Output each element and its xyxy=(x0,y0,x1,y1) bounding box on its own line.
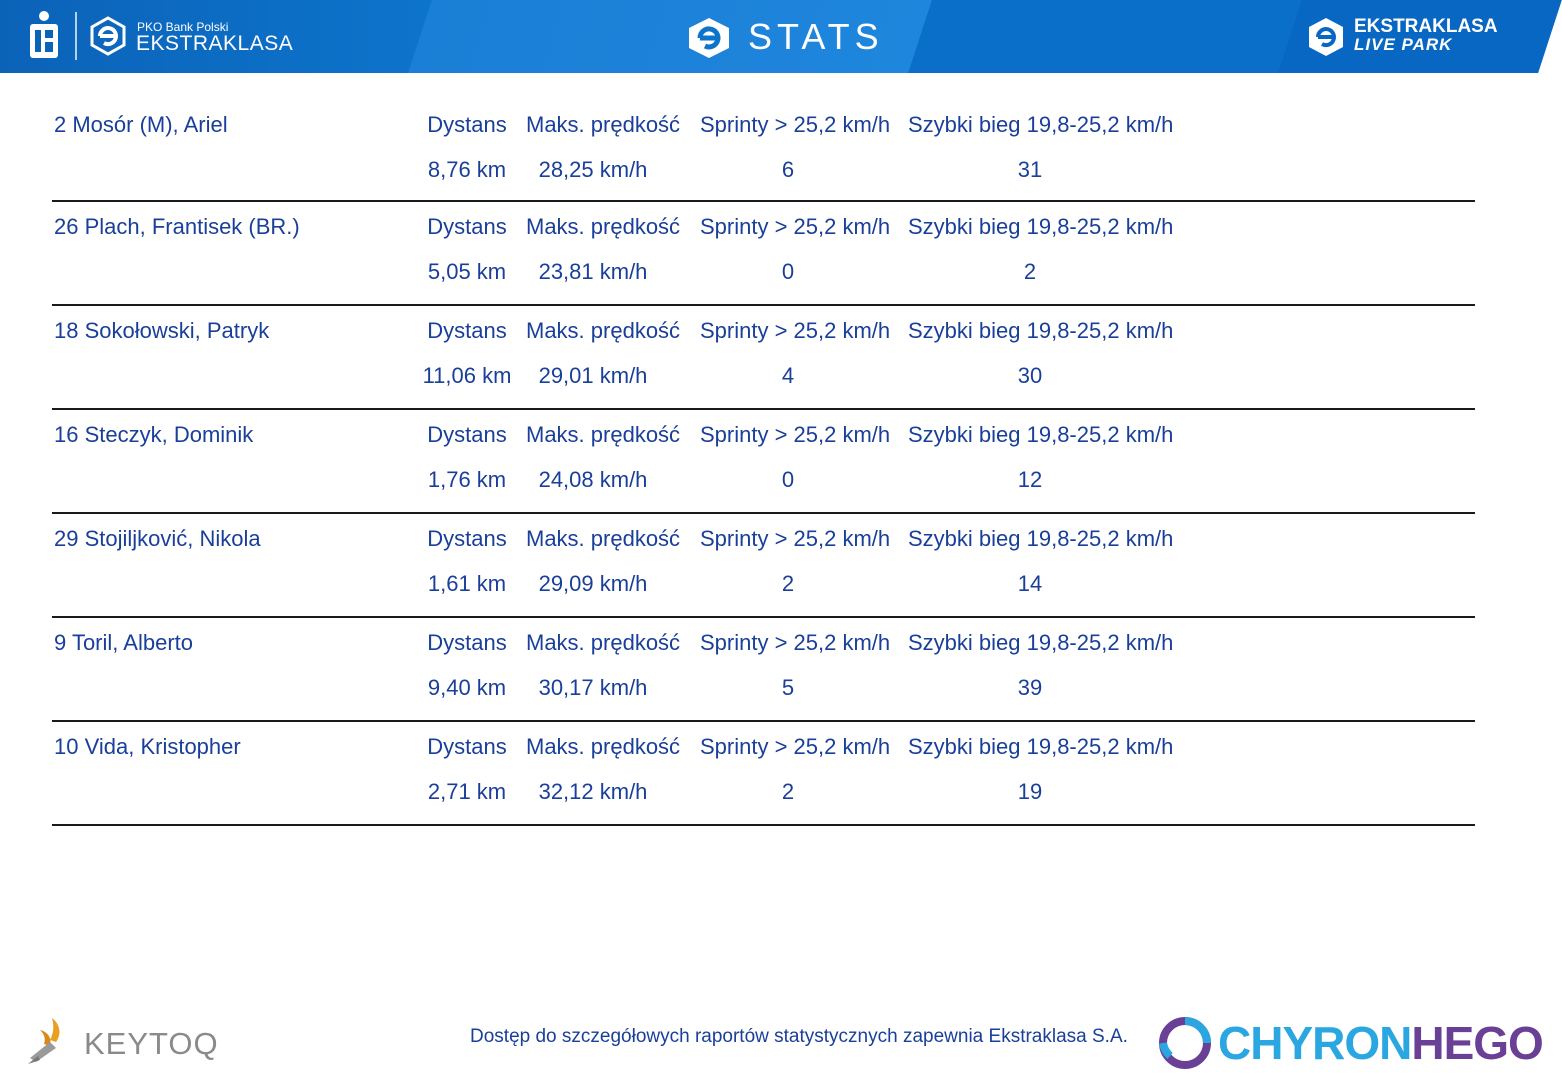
fast-run-label: Szybki bieg 19,8-25,2 km/h xyxy=(908,112,1174,137)
distance-label: Dystans xyxy=(427,214,507,239)
sprints-value: 0 xyxy=(781,467,795,492)
max-speed-label: Maks. prędkość xyxy=(526,318,681,343)
player-stats-table xyxy=(52,100,1475,826)
sprints-label: Sprinty > 25,2 km/h xyxy=(700,112,891,137)
league-name: EKSTRAKLASA xyxy=(136,32,294,55)
sprints-label: Sprinty > 25,2 km/h xyxy=(700,734,891,759)
sprints-label: Sprinty > 25,2 km/h xyxy=(700,214,891,239)
distance-label: Dystans xyxy=(427,318,507,343)
max-speed-value: 28,25 km/h xyxy=(538,157,648,182)
fast-run-label: Szybki bieg 19,8-25,2 km/h xyxy=(908,318,1174,343)
distance-value: 5,05 km xyxy=(427,259,507,284)
sprints-label: Sprinty > 25,2 km/h xyxy=(700,318,891,343)
max-speed-label: Maks. prędkość xyxy=(526,630,681,655)
fast-run-label: Szybki bieg 19,8-25,2 km/h xyxy=(908,526,1174,551)
player-row xyxy=(52,514,1475,618)
player-row xyxy=(52,100,1475,202)
sprints-value: 2 xyxy=(781,779,795,804)
max-speed-label: Maks. prędkość xyxy=(526,734,681,759)
max-speed-label: Maks. prędkość xyxy=(526,214,681,239)
fast-run-label: Szybki bieg 19,8-25,2 km/h xyxy=(908,422,1174,447)
header-bar xyxy=(0,0,1527,73)
sprints-value: 2 xyxy=(781,571,795,596)
player-name: 16 Steczyk, Dominik xyxy=(54,422,254,447)
distance-value: 2,71 km xyxy=(427,779,507,804)
max-speed-value: 23,81 km/h xyxy=(538,259,648,284)
max-speed-value: 24,08 km/h xyxy=(538,467,648,492)
chyronhego-logo-icon xyxy=(1158,1016,1212,1070)
fast-run-label: Szybki bieg 19,8-25,2 km/h xyxy=(908,214,1174,239)
player-name: 2 Mosór (M), Ariel xyxy=(54,112,228,137)
keytoq-logo-icon xyxy=(26,1014,78,1066)
max-speed-value: 29,09 km/h xyxy=(538,571,648,596)
player-name: 26 Plach, Frantisek (BR.) xyxy=(54,214,300,239)
player-row xyxy=(52,306,1475,410)
fast-run-value: 31 xyxy=(1017,157,1043,182)
fast-run-value: 12 xyxy=(1017,467,1043,492)
player-row xyxy=(52,410,1475,514)
max-speed-label: Maks. prędkość xyxy=(526,422,681,447)
sprints-value: 4 xyxy=(781,363,795,388)
distance-label: Dystans xyxy=(427,630,507,655)
distance-label: Dystans xyxy=(427,112,507,137)
player-name: 10 Vida, Kristopher xyxy=(54,734,241,759)
chyron-part2: HEGO xyxy=(1411,1017,1543,1069)
player-name: 9 Toril, Alberto xyxy=(54,630,194,655)
fast-run-value: 30 xyxy=(1017,363,1043,388)
footer-note: Dostęp do szczegółowych raportów statystycznych zapewnia Ekstraklasa S.A. xyxy=(470,1026,1128,1047)
max-speed-label: Maks. prędkość xyxy=(526,112,681,137)
ekstraklasa-logo-icon xyxy=(88,16,128,56)
pko-logo-icon xyxy=(24,10,64,60)
sprints-label: Sprinty > 25,2 km/h xyxy=(700,630,891,655)
fast-run-label: Szybki bieg 19,8-25,2 km/h xyxy=(908,630,1174,655)
chyronhego-text xyxy=(1218,1016,1543,1070)
live-park-line1: EKSTRAKLASA xyxy=(1354,16,1498,37)
distance-label: Dystans xyxy=(427,526,507,551)
sprints-label: Sprinty > 25,2 km/h xyxy=(700,422,891,447)
stats-logo-icon xyxy=(686,16,732,60)
max-speed-value: 30,17 km/h xyxy=(538,675,648,700)
player-row xyxy=(52,618,1475,722)
distance-value: 1,76 km xyxy=(427,467,507,492)
fast-run-value: 2 xyxy=(1023,259,1037,284)
fast-run-value: 14 xyxy=(1017,571,1043,596)
sprints-value: 6 xyxy=(781,157,795,182)
distance-value: 1,61 km xyxy=(427,571,507,596)
live-park-logo-icon xyxy=(1306,16,1346,58)
distance-label: Dystans xyxy=(427,734,507,759)
distance-value: 9,40 km xyxy=(427,675,507,700)
player-row xyxy=(52,722,1475,826)
fast-run-value: 19 xyxy=(1017,779,1043,804)
player-row xyxy=(52,202,1475,306)
live-park-line2: LIVE PARK xyxy=(1354,35,1453,54)
distance-value: 8,76 km xyxy=(427,157,507,182)
max-speed-label: Maks. prędkość xyxy=(526,526,681,551)
sprints-value: 0 xyxy=(781,259,795,284)
page-title: STATS xyxy=(748,16,884,57)
chyron-part1: CHYRON xyxy=(1218,1017,1412,1069)
header-divider xyxy=(75,12,77,60)
keytoq-text: KEYTOQ xyxy=(84,1026,219,1061)
max-speed-value: 29,01 km/h xyxy=(538,363,648,388)
sprints-value: 5 xyxy=(781,675,795,700)
player-name: 29 Stojiljković, Nikola xyxy=(54,526,261,551)
fast-run-value: 39 xyxy=(1017,675,1043,700)
pko-small-label: PKO Bank Polski xyxy=(137,20,229,34)
distance-value: 11,06 km xyxy=(422,363,512,388)
max-speed-value: 32,12 km/h xyxy=(538,779,648,804)
player-name: 18 Sokołowski, Patryk xyxy=(54,318,270,343)
distance-label: Dystans xyxy=(427,422,507,447)
fast-run-label: Szybki bieg 19,8-25,2 km/h xyxy=(908,734,1174,759)
sprints-label: Sprinty > 25,2 km/h xyxy=(700,526,891,551)
